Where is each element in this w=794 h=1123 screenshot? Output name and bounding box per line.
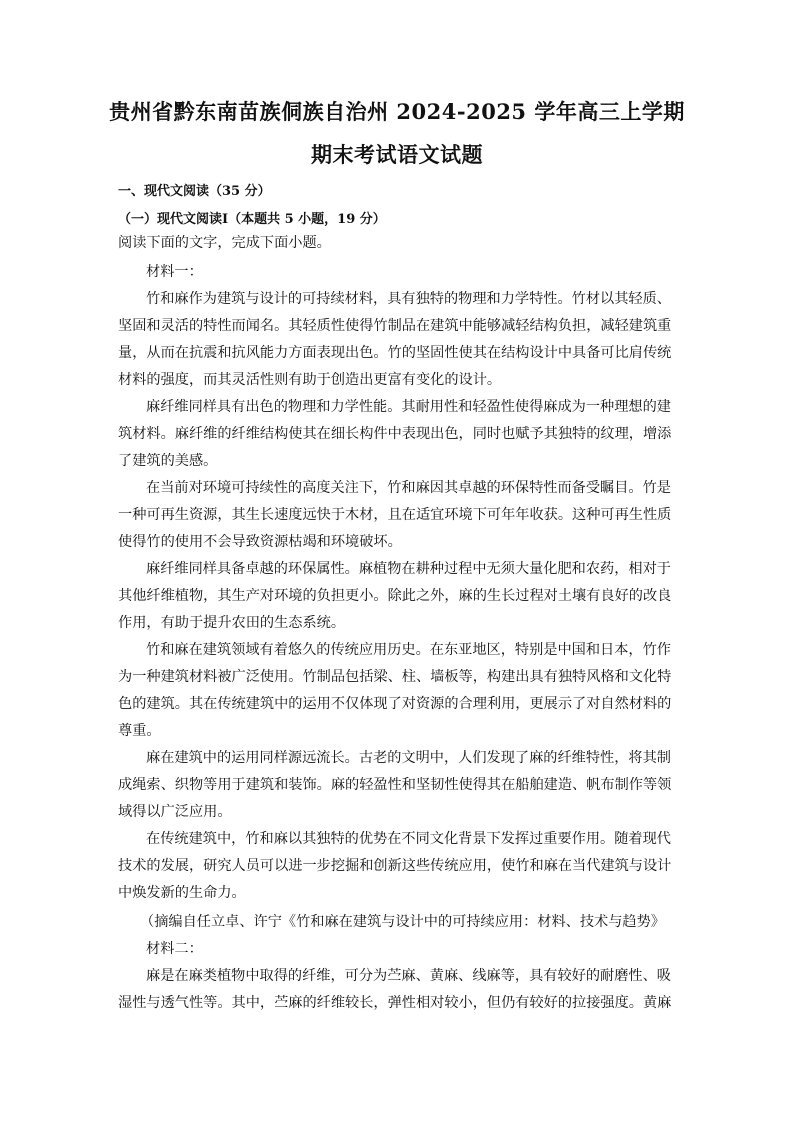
paragraph-line: 麻纤维同样具备卓越的环保属性。麻植物在耕种过程中无须大量化肥和农药，相对于: [146, 561, 671, 577]
paragraph-line: 竹和麻作为建筑与设计的可持续材料，具有独特的物理和力学特性。竹材以其轻质、: [146, 291, 671, 307]
paragraph-line: 使得竹的使用不会导致资源枯竭和环境破坏。: [118, 534, 402, 550]
paragraph-line: 麻纤维同样具有出色的物理和力学性能。其耐用性和轻盈性使得麻成为一种理想的建: [146, 399, 671, 415]
paragraph-line: 色的建筑。其在传统建筑中的运用不仅体现了对资源的合理利用，更展示了对自然材料的: [118, 696, 672, 712]
paragraph-line: 麻是在麻类植物中取得的纤维，可分为苎麻、黄麻、线麻等，具有较好的耐磨性、吸: [146, 968, 671, 984]
paragraph-line: 坚固和灵活的特性而闻名。其轻质性使得竹制品在建筑中能够减轻结构负担，减轻建筑重: [118, 318, 672, 334]
material2-label: 材料二：: [146, 941, 203, 957]
paragraph-line: 尊重。: [118, 723, 161, 739]
paragraph-line: 技术的发展，研究人员可以进一步挖掘和创新这些传统应用，使竹和麻在当代建筑与设计: [118, 858, 672, 874]
paragraph-line: 成绳索、织物等用于建筑和装饰。麻的轻盈性和坚韧性使得其在船舶建造、帆布制作等领: [118, 777, 672, 793]
paragraph-line: 一种可再生资源，其生长速度远快于木材，且在适宜环境下可年年收获。这种可再生性质: [118, 507, 672, 523]
paragraph-line: 筑材料。麻纤维的纤维结构使其在细长构件中表现出色，同时也赋予其独特的纹理，增添: [118, 426, 672, 442]
paragraph-line: 中焕发新的生命力。: [118, 885, 246, 901]
instruction-text: 阅读下面的文字，完成下面小题。: [118, 235, 331, 251]
paragraph-line: 湿性与透气性等。其中，苎麻的纤维较长，弹性相对较小，但仍有较好的拉接强度。黄麻: [118, 995, 672, 1011]
paragraph-line: 为一种建筑材料被广泛使用。竹制品包括梁、柱、墙板等，构建出具有独特风格和文化特: [118, 669, 672, 685]
paragraph-line: 在当前对环境可持续性的高度关注下，竹和麻因其卓越的环保特性而备受瞩目。竹是: [146, 480, 671, 496]
document-title-line1: 贵州省黔东南苗族侗族自治州 2024-2025 学年高三上学期: [109, 99, 685, 124]
paragraph-line: 竹和麻在建筑领域有着悠久的传统应用历史。在东亚地区，特别是中国和日本，竹作: [146, 642, 671, 658]
material1-label: 材料一：: [146, 264, 203, 280]
subsection-heading: （一）现代文阅读Ⅰ（本题共 5 小题，19 分）: [118, 212, 386, 227]
document-title-line2: 期末考试语文试题: [311, 142, 483, 167]
paragraph-line: 材料的强度，而其灵活性则有助于创造出更富有变化的设计。: [118, 372, 502, 388]
section-heading: 一、现代文阅读（35 分）: [118, 184, 271, 199]
paragraph-line: 量，从而在抗震和抗风能力方面表现出色。竹的坚固性使其在结构设计中具备可比肩传统: [118, 345, 672, 361]
paragraph-line: 麻在建筑中的运用同样源远流长。古老的文明中，人们发现了麻的纤维特性，将其制: [146, 750, 671, 766]
paragraph-line: 域得以广泛应用。: [118, 804, 232, 820]
paragraph-line: 了建筑的美感。: [118, 453, 218, 469]
paragraph-line: 其他纤维植物，其生产对环境的负担更小。除此之外，麻的生长过程对土壤有良好的改良: [118, 588, 672, 604]
paragraph-line: 作用，有助于提升农田的生态系统。: [118, 615, 346, 631]
material1-source: （摘编自任立卓、许宁《竹和麻在建筑与设计中的可持续应用：材料、技术与趋势》: [140, 914, 665, 930]
paragraph-line: 在传统建筑中，竹和麻以其独特的优势在不同文化背景下发挥过重要作用。随着现代: [146, 831, 671, 847]
